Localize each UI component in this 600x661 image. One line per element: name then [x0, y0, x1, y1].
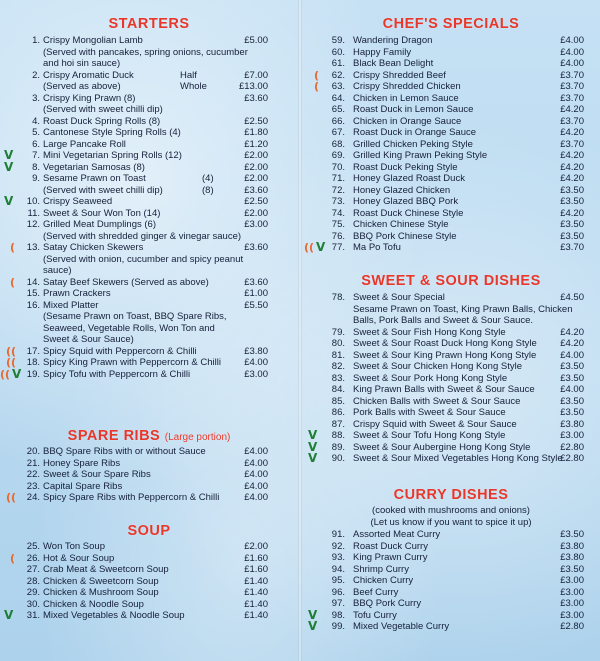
item-name: Sweet & Sour Aubergine Hong Kong Style	[353, 441, 531, 453]
item-price: £3.00	[244, 368, 268, 380]
item-name: Pork Balls with Sweet & Sour Sauce	[353, 407, 506, 418]
item-number: 15.	[26, 288, 40, 299]
item-price: £3.50	[560, 529, 584, 540]
item-number: 31.	[26, 610, 40, 621]
item-name: Spicy King Prawn with Peppercorn & Chilli	[43, 357, 221, 368]
item-description: Sesame Prawn on Toast, King Prawn Balls, Chicken	[353, 303, 573, 315]
item-quantity: (8)	[202, 184, 214, 196]
item-name: Grilled Meat Dumplings (6)	[43, 219, 156, 230]
item-name: Crispy Shredded Beef	[353, 69, 446, 81]
extra-hot-chilli-icon: ((	[0, 367, 11, 381]
item-name: Capital Spare Ribs	[43, 480, 123, 492]
item-price: £3.60	[244, 242, 268, 253]
item-number: 11.	[27, 207, 40, 219]
item-number: 8.	[32, 161, 40, 173]
item-price: £2.00	[244, 161, 268, 173]
item-price: £4.00	[244, 480, 268, 492]
hot-chilli-icon: (	[314, 68, 320, 82]
item-name: Sweet & Sour Pork Hong Kong Style	[353, 372, 508, 384]
item-price: £3.70	[560, 69, 584, 81]
item-number: 5.	[32, 127, 40, 138]
item-price: £1.40	[244, 610, 268, 621]
item-number: 9.	[32, 173, 40, 184]
item-price: £4.20	[560, 161, 584, 173]
item-number: 12.	[26, 219, 40, 230]
item-name: Tofu Curry	[353, 609, 397, 621]
item-name: Chicken in Orange Sauce	[353, 115, 462, 127]
item-name: Spicy Squid with Peppercorn & Chilli	[43, 345, 197, 357]
item-price: £3.00	[560, 586, 584, 598]
item-name: BBQ Pork Curry	[353, 598, 422, 609]
extra-hot-chilli-icon: ((	[304, 241, 315, 254]
item-name: BBQ Spare Ribs with or without Sauce	[43, 446, 206, 457]
item-number: 68.	[331, 138, 345, 150]
item-description: (Served with pancakes, spring onions, cucumber	[43, 46, 248, 58]
item-price: £2.00	[244, 173, 268, 184]
item-price: £3.80	[560, 540, 584, 552]
item-number: 60.	[331, 46, 345, 58]
item-number: 83.	[331, 372, 345, 384]
item-number: 59.	[331, 35, 345, 46]
item-number: 4.	[32, 115, 40, 127]
spare-ribs-portion-note: (Large portion)	[164, 432, 231, 443]
item-name: Mixed Platter	[43, 299, 99, 311]
item-name: Wandering Dragon	[353, 35, 433, 46]
extra-hot-chilli-icon: ((	[6, 344, 17, 358]
hot-chilli-icon: (	[314, 80, 320, 93]
section-title-soup: SOUP	[127, 523, 171, 539]
item-name: Beef Curry	[353, 586, 399, 598]
item-description: Sweet & Sour Sauce)	[43, 334, 134, 345]
item-number: 1.	[32, 35, 40, 46]
item-number: 16.	[26, 299, 40, 311]
item-description: sauce)	[43, 265, 72, 276]
item-number: 89.	[331, 441, 345, 453]
item-name: Sweet & Sour Won Ton (14)	[43, 207, 161, 219]
vegetarian-icon: V	[4, 148, 14, 162]
item-name: Ma Po Tofu	[353, 242, 401, 253]
item-name: Mixed Vegetables & Noodle Soup	[43, 610, 185, 621]
item-number: 14.	[26, 276, 40, 288]
item-description: (Served with shredded ginger & vinegar sauce)	[43, 230, 242, 242]
item-price: £4.20	[560, 150, 584, 161]
item-number: 91.	[331, 529, 345, 540]
item-name: Sweet & Sour King Prawn Hong Kong Style	[353, 349, 537, 361]
curry-subtitle-spice: (Let us know if you want to spice it up)	[370, 517, 532, 528]
item-name: Grilled King Prawn Peking Style	[353, 150, 488, 161]
item-price: £4.20	[560, 127, 584, 138]
item-name: Chicken & Sweetcorn Soup	[43, 575, 159, 587]
page-fold-divider	[298, 0, 302, 661]
item-name: Crispy Mongolian Lamb	[43, 35, 143, 46]
item-description: and hoi sin sauce)	[43, 58, 121, 69]
section-title-sweet-sour: SWEET & SOUR DISHES	[361, 273, 541, 289]
item-number: 18.	[26, 357, 40, 368]
item-price: £3.70	[560, 115, 584, 127]
item-number: 75.	[331, 219, 345, 230]
item-description: (Served with sweet chilli dip)	[43, 104, 163, 115]
curry-subtitle-mushrooms: (cooked with mushrooms and onions)	[372, 505, 530, 516]
item-price: £3.50	[560, 407, 584, 418]
item-price: £3.00	[244, 219, 268, 230]
item-number: 88.	[331, 430, 345, 441]
item-number: 21.	[26, 457, 40, 469]
item-name: King Prawn Curry	[353, 552, 428, 563]
hot-chilli-icon: (	[10, 551, 16, 565]
item-number: 87.	[331, 418, 345, 430]
item-description: Balls, Pork Balls and Sweet & Sour Sauce.	[353, 315, 534, 326]
item-name: Crispy Shredded Chicken	[353, 81, 461, 92]
item-name: Grilled Chicken Peking Style	[353, 138, 473, 150]
vegetarian-icon: V	[4, 194, 14, 208]
item-name: Honey Spare Ribs	[43, 457, 121, 469]
item-number: 3.	[32, 92, 40, 104]
item-number: 98.	[331, 609, 345, 621]
item-number: 92.	[331, 540, 345, 552]
vegetarian-icon: V	[308, 607, 318, 622]
item-price: £7.00	[244, 69, 268, 81]
item-name: Roast Duck in Orange Sauce	[353, 127, 477, 138]
item-name: Sweet & Sour Special	[353, 292, 445, 303]
item-number: 96.	[331, 586, 345, 598]
item-price: £3.50	[560, 184, 584, 196]
item-name: Sweet & Sour Mixed Vegetables Hong Kong Style	[353, 453, 563, 464]
item-name: Honey Glazed Chicken	[353, 184, 451, 196]
item-number: 17.	[26, 345, 40, 357]
item-number: 72.	[331, 184, 345, 196]
vegetarian-icon: V	[308, 439, 318, 454]
item-price: £3.60	[244, 92, 268, 104]
extra-hot-chilli-icon: ((	[6, 356, 17, 369]
section-title-starters: STARTERS	[108, 16, 190, 32]
item-number: 26.	[26, 552, 40, 564]
item-price: £1.00	[244, 288, 268, 299]
item-name: Mini Vegetarian Spring Rolls (12)	[43, 150, 182, 161]
item-name: Roast Duck in Lemon Sauce	[353, 104, 474, 115]
item-price: £4.00	[560, 35, 584, 46]
item-name: Happy Family	[353, 46, 412, 58]
item-name: Hot & Sour Soup	[43, 552, 115, 564]
item-name: Sweet & Sour Roast Duck Hong Kong Style	[353, 338, 537, 349]
item-price: £3.70	[560, 242, 584, 253]
item-price: £4.20	[560, 104, 584, 115]
item-price: £4.20	[560, 173, 584, 184]
item-price: £3.60	[244, 276, 268, 288]
item-name: Large Pancake Roll	[43, 138, 126, 150]
item-price: £3.50	[560, 196, 584, 207]
item-number: 67.	[331, 127, 345, 138]
item-name: Shrimp Curry	[353, 563, 409, 575]
item-price: £3.70	[560, 92, 584, 104]
item-price: £3.50	[560, 361, 584, 372]
item-number: 6.	[32, 138, 40, 150]
item-number: 70.	[331, 161, 345, 173]
item-name: Sesame Prawn on Toast	[43, 173, 146, 184]
item-number: 22.	[26, 469, 40, 480]
item-name: Honey Glazed Roast Duck	[353, 173, 465, 184]
item-name: Black Bean Delight	[353, 58, 434, 69]
section-title-curry: CURRY DISHES	[393, 487, 509, 503]
item-price: £2.00	[244, 207, 268, 219]
item-price: £2.50	[244, 196, 268, 207]
item-name: Cantonese Style Spring Rolls (4)	[43, 127, 181, 138]
portion-label: Half	[180, 69, 197, 81]
item-price: £3.50	[560, 563, 584, 575]
vegetarian-icon: V	[12, 366, 22, 381]
item-name: Sweet & Sour Tofu Hong Kong Style	[353, 430, 506, 441]
item-price: £4.00	[244, 357, 268, 368]
item-price: £4.00	[244, 457, 268, 469]
item-price: £4.00	[560, 349, 584, 361]
item-number: 13.	[26, 242, 40, 253]
item-price: £2.00	[244, 541, 268, 552]
item-price: £3.70	[560, 138, 584, 150]
item-number: 30.	[26, 598, 40, 610]
item-number: 62.	[331, 69, 345, 81]
item-name: Mixed Vegetable Curry	[353, 621, 450, 632]
item-number: 78.	[331, 292, 345, 303]
item-price: £4.20	[560, 338, 584, 349]
item-name: Satay Chicken Skewers	[43, 242, 144, 253]
item-number: 10.	[26, 196, 40, 207]
item-price: £4.50	[560, 292, 584, 303]
item-price: £3.80	[560, 552, 584, 563]
item-price: £3.00	[560, 609, 584, 621]
item-name: Satay Beef Skewers (Served as above)	[43, 276, 209, 288]
item-name: Honey Glazed BBQ Pork	[353, 196, 459, 207]
item-name: BBQ Pork Chinese Style	[353, 230, 457, 242]
item-number: 90.	[331, 453, 345, 464]
portion-label: Whole	[180, 81, 207, 92]
item-price: £3.60	[244, 184, 268, 196]
item-price: £1.40	[244, 587, 268, 598]
item-number: 24.	[26, 492, 40, 503]
vegetarian-icon: V	[4, 608, 14, 622]
item-name: Sweet & Sour Fish Hong Kong Style	[353, 326, 506, 338]
item-name: Crispy King Prawn (8)	[43, 92, 136, 104]
item-number: 80.	[331, 338, 345, 349]
item-number: 82.	[331, 361, 345, 372]
item-name: Sweet & Sour Chicken Hong Kong Style	[353, 361, 522, 372]
item-number: 73.	[331, 196, 345, 207]
hot-chilli-icon: (	[10, 241, 16, 254]
item-name: Roast Duck Chinese Style	[353, 207, 464, 219]
item-number: 85.	[331, 395, 345, 407]
vegetarian-icon: V	[308, 428, 318, 442]
item-price: £3.00	[560, 598, 584, 609]
item-name: Chicken & Mushroom Soup	[43, 587, 159, 598]
item-price: £5.00	[244, 35, 268, 46]
item-name: Chicken & Noodle Soup	[43, 598, 144, 610]
item-number: 74.	[331, 207, 345, 219]
item-price: £1.40	[244, 598, 268, 610]
item-name: Chicken Balls with Sweet & Sour Sauce	[353, 395, 521, 407]
item-name: Roast Duck Peking Style	[353, 161, 458, 173]
item-name: King Prawn Balls with Sweet & Sour Sauce	[353, 384, 535, 395]
vegetarian-icon: V	[4, 159, 14, 174]
item-name: Spicy Spare Ribs with Peppercorn & Chilli	[43, 492, 220, 503]
extra-hot-chilli-icon: ((	[6, 491, 17, 504]
item-price: £4.00	[560, 384, 584, 395]
item-number: 79.	[331, 326, 345, 338]
item-description: (Served with onion, cucumber and spicy peanut	[43, 253, 244, 265]
item-price: £4.00	[244, 469, 268, 480]
item-price: £1.60	[244, 564, 268, 575]
item-price: £1.40	[244, 575, 268, 587]
item-price: £2.80	[560, 441, 584, 453]
item-price: £2.80	[560, 453, 584, 464]
item-number: 97.	[331, 598, 345, 609]
item-number: 99.	[331, 621, 345, 632]
vegetarian-icon: V	[308, 451, 318, 465]
vegetarian-icon: V	[316, 240, 326, 254]
item-name: Chicken Curry	[353, 575, 414, 586]
item-number: 64.	[331, 92, 345, 104]
item-price: £3.50	[560, 219, 584, 230]
item-name: Chicken Chinese Style	[353, 219, 449, 230]
item-name: Crispy Aromatic Duck	[43, 69, 134, 81]
item-number: 77.	[331, 242, 345, 253]
item-name: Crispy Squid with Sweet & Sour Sauce	[353, 418, 517, 430]
item-price: £5.50	[244, 299, 268, 311]
item-price: £4.20	[560, 326, 584, 338]
item-price: £1.60	[244, 552, 268, 564]
item-name: Roast Duck Spring Rolls (8)	[43, 115, 161, 127]
vegetarian-icon: V	[308, 619, 318, 633]
item-number: 71.	[331, 173, 345, 184]
item-price: £3.50	[560, 230, 584, 242]
item-number: 76.	[331, 230, 345, 242]
item-price: £4.00	[244, 492, 268, 503]
item-price: £4.00	[560, 58, 584, 69]
item-name: Won Ton Soup	[43, 541, 105, 552]
item-number: 95.	[331, 575, 345, 586]
item-name: Prawn Crackers	[43, 288, 111, 299]
item-price: £2.50	[244, 115, 268, 127]
item-name: Vegetarian Samosas (8)	[43, 161, 145, 173]
item-price: £3.50	[560, 372, 584, 384]
item-price: £13.00	[238, 81, 268, 92]
item-number: 23.	[26, 480, 40, 492]
item-number: 94.	[331, 563, 345, 575]
item-price: £3.00	[560, 575, 584, 586]
item-number: 65.	[331, 104, 345, 115]
item-price: £2.00	[244, 150, 268, 161]
hot-chilli-icon: (	[10, 275, 16, 289]
item-number: 86.	[331, 407, 345, 418]
item-number: 28.	[26, 575, 40, 587]
item-number: 66.	[331, 115, 345, 127]
item-number: 25.	[26, 541, 40, 552]
item-price: £1.20	[244, 138, 268, 150]
section-title-spare-ribs: SPARE RIBS (Large portion)	[67, 428, 231, 444]
item-number: 93.	[331, 552, 345, 563]
item-number: 27.	[26, 564, 40, 575]
item-name: Spicy Tofu with Peppercorn & Chilli	[43, 368, 191, 380]
item-name: Crab Meat & Sweetcorn Soup	[43, 564, 169, 575]
item-number: 20.	[26, 446, 40, 457]
item-description: (Sesame Prawn on Toast, BBQ Spare Ribs,	[43, 311, 227, 322]
item-price: £2.80	[560, 621, 584, 632]
item-description: (Served as above)	[43, 81, 121, 92]
item-number: 19.	[26, 368, 40, 380]
item-number: 61.	[331, 58, 345, 69]
item-price: £4.00	[560, 46, 584, 58]
item-name: Assorted Meat Curry	[353, 529, 441, 540]
item-price: £3.00	[560, 430, 584, 441]
item-price: £1.80	[244, 127, 268, 138]
item-quantity: (4)	[202, 173, 214, 184]
item-number: 63.	[331, 81, 345, 92]
item-name: Sweet & Sour Spare Ribs	[43, 469, 151, 480]
item-price: £3.50	[560, 395, 584, 407]
item-price: £4.00	[244, 446, 268, 457]
item-number: 29.	[26, 587, 40, 598]
section-title-chefs-specials: CHEF'S SPECIALS	[382, 16, 520, 32]
item-price: £3.80	[560, 418, 584, 430]
item-description: Seaweed, Vegetable Rolls, Won Ton and	[43, 322, 215, 334]
item-number: 2.	[32, 69, 40, 81]
item-description: (Served with sweet chilli dip)	[43, 184, 163, 196]
item-name: Roast Duck Curry	[353, 540, 428, 552]
item-number: 84.	[331, 384, 345, 395]
item-price: £3.80	[244, 345, 268, 357]
item-price: £3.70	[560, 81, 584, 92]
item-name: Crispy Seaweed	[43, 196, 113, 207]
item-number: 69.	[331, 150, 345, 161]
item-number: 7.	[32, 150, 40, 161]
item-number: 81.	[331, 349, 345, 361]
item-price: £4.20	[560, 207, 584, 219]
item-name: Chicken in Lemon Sauce	[353, 92, 459, 104]
